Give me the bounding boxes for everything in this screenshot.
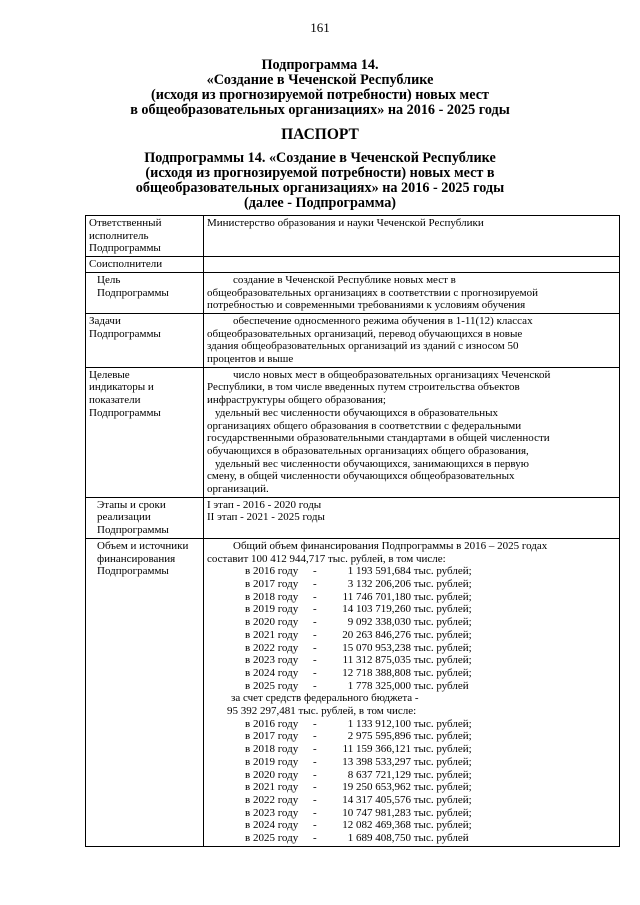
amount-value: 2 975 595,896: [347, 730, 411, 743]
passport-title-line: Подпрограммы 14. «Создание в Чеченской Республике: [144, 150, 496, 166]
currency-unit: тыс. рублей;: [413, 590, 472, 603]
year-label: в 2020 году: [245, 768, 299, 781]
text-line: потребностью и современными требованиями к условиям обучения: [207, 299, 526, 312]
row-goal: [86, 272, 620, 313]
year-label: в 2021 году: [245, 628, 299, 641]
label-line: Подпрограммы: [89, 406, 161, 419]
year-label: в 2018 году: [245, 590, 299, 603]
year-amount-row: [207, 794, 617, 807]
text-line: здания общеобразовательных организаций из зданий с износом 50: [207, 340, 519, 353]
year-label: в 2022 году: [245, 641, 299, 654]
subprogram-heading-line: (исходя из прогнозируемой потребности) новых мест: [151, 87, 489, 103]
text-line: государственными образовательными стандартами в общей численности: [207, 432, 550, 445]
text-line: II этап - 2021 - 2025 годы: [207, 511, 325, 524]
year-label: в 2023 году: [245, 654, 299, 667]
year-label: в 2016 году: [245, 565, 299, 578]
row-executor: [86, 216, 620, 257]
label-line: Подпрограммы: [97, 565, 169, 578]
amount-value: 19 250 653,962: [342, 781, 411, 794]
text-line: I этап - 2016 - 2020 годы: [207, 498, 322, 511]
label-line: Ответственный: [89, 217, 162, 229]
value-cell: [204, 313, 620, 367]
passport-title-line: (далее - Подпрограмма): [243, 195, 397, 211]
year-amount-row: [207, 769, 617, 782]
year-dash: -: [313, 781, 317, 794]
label-cell: [86, 216, 204, 257]
currency-unit: тыс. рублей;: [413, 565, 472, 578]
year-dash: -: [313, 730, 317, 743]
amount-value: 14 317 405,576: [342, 793, 411, 806]
currency-unit: тыс. рублей;: [413, 577, 472, 590]
year-label: в 2017 году: [245, 730, 299, 743]
row-financing: [86, 538, 620, 846]
year-dash: -: [313, 654, 317, 667]
text-line: обеспечение односменного режима обучения в 1-11(12) классах: [233, 314, 533, 327]
text-line: удельный вес численности обучающихся в образовательных: [215, 406, 499, 419]
amount-value: 11 159 366,121: [342, 743, 411, 756]
year-dash: -: [313, 666, 317, 679]
year-dash: -: [313, 717, 317, 730]
currency-unit: тыс. рублей;: [413, 616, 472, 629]
amount-value: 10 747 981,283: [342, 806, 411, 819]
passport-table: [85, 215, 620, 847]
year-amount-row: [207, 743, 617, 756]
currency-unit: тыс. рублей;: [413, 793, 472, 806]
text-line: процентов и выше: [207, 353, 294, 366]
year-label: в 2017 году: [245, 577, 299, 590]
label-line: Подпрограммы: [89, 327, 161, 340]
text-line: общеобразовательных организациях в соответствии с прогнозируемой: [207, 286, 538, 299]
year-amount-row: [207, 832, 617, 845]
row-coexecutors: [86, 257, 620, 273]
label-line: Подпрограммы: [97, 524, 169, 537]
row-indicators: [86, 367, 620, 497]
year-label: в 2021 году: [245, 781, 299, 794]
amount-value: 14 103 719,260: [342, 603, 411, 616]
subprogram-heading-line: Подпрограмма 14.: [261, 57, 379, 73]
text-line: смену, в общей численности обучающихся общеобразовательных: [207, 470, 515, 483]
year-dash: -: [313, 743, 317, 756]
year-amount-row: [207, 629, 617, 642]
currency-unit: тыс. рублей;: [413, 628, 472, 641]
currency-unit: тыс. рублей;: [413, 743, 472, 756]
year-label: в 2025 году: [245, 679, 299, 692]
year-dash: -: [313, 819, 317, 832]
year-label: в 2022 году: [245, 793, 299, 806]
currency-unit: тыс. рублей: [413, 832, 469, 845]
value-cell: [204, 538, 620, 846]
total-by-year-list: [207, 565, 617, 692]
passport-title-line: общеобразовательных организациях» на 2016 - 2025 годы: [135, 180, 505, 196]
label-line: реализации: [97, 511, 151, 524]
text-line: за счет средств федерального бюджета -: [231, 692, 419, 705]
executor-value: Министерство образования и науки Чеченской Республики: [207, 217, 484, 229]
year-amount-row: [207, 654, 617, 667]
text-line: инфраструктуры общего образования;: [207, 394, 386, 407]
text-line: составит 100 412 944,717 тыс. рублей, в том числе:: [207, 552, 446, 565]
row-tasks: [86, 313, 620, 367]
text-line: удельный вес численности обучающихся, занимающихся в первую: [215, 457, 529, 470]
amount-value: 20 263 846,276: [342, 628, 411, 641]
amount-value: 1 778 325,000: [347, 679, 411, 692]
year-amount-row: [207, 807, 617, 820]
currency-unit: тыс. рублей;: [413, 781, 472, 794]
value-cell: [204, 257, 620, 273]
passport-heading: [40, 127, 600, 142]
year-label: в 2019 году: [245, 755, 299, 768]
year-label: в 2016 году: [245, 717, 299, 730]
currency-unit: тыс. рублей;: [413, 806, 472, 819]
federal-by-year-list: [207, 718, 617, 845]
text-line: организациях общего образования в соответствии с федеральными: [207, 419, 522, 432]
label-line: исполнитель: [89, 229, 149, 242]
label-cell: [86, 538, 204, 846]
text-line: общеобразовательных организаций, перевод обучающихся в новые: [207, 327, 523, 340]
label-cell: [86, 272, 204, 313]
year-dash: -: [313, 641, 317, 654]
label-line: финансирования: [97, 552, 176, 565]
year-amount-row: [207, 591, 617, 604]
year-amount-row: [207, 603, 617, 616]
year-dash: -: [313, 806, 317, 819]
subprogram-heading: [40, 58, 600, 118]
label-line: Объем и источники: [97, 539, 189, 552]
text-line: обучающихся в образовательных организациях общего образования,: [207, 444, 529, 457]
passport-title: [40, 151, 600, 211]
year-dash: -: [313, 755, 317, 768]
label-line: Этапы и сроки: [97, 498, 166, 511]
amount-value: 1 133 912,100: [347, 717, 411, 730]
year-amount-row: [207, 616, 617, 629]
label-line: индикаторы и: [89, 381, 154, 394]
label-line: Цель: [97, 273, 121, 286]
year-label: в 2020 году: [245, 616, 299, 629]
value-cell: [204, 367, 620, 497]
currency-unit: тыс. рублей;: [413, 654, 472, 667]
label-line: Задачи: [89, 314, 121, 327]
amount-value: 9 092 338,030: [347, 616, 411, 629]
currency-unit: тыс. рублей;: [413, 768, 472, 781]
currency-unit: тыс. рублей;: [413, 641, 472, 654]
currency-unit: тыс. рублей;: [413, 819, 472, 832]
year-dash: -: [313, 768, 317, 781]
text-line: Общий объем финансирования Подпрограммы в 2016 – 2025 годах: [233, 539, 548, 552]
label-line: показатели: [89, 394, 141, 407]
amount-value: 11 746 701,180: [342, 590, 411, 603]
year-amount-row: [207, 680, 617, 693]
currency-unit: тыс. рублей;: [413, 730, 472, 743]
currency-unit: тыс. рублей;: [413, 755, 472, 768]
year-dash: -: [313, 565, 317, 578]
subprogram-heading-line: в общеобразовательных организациях» на 2016 - 2025 годы: [130, 102, 510, 118]
label-line: Подпрограммы: [97, 286, 169, 299]
year-dash: -: [313, 679, 317, 692]
year-label: в 2024 году: [245, 666, 299, 679]
amount-value: 11 312 875,035: [342, 654, 411, 667]
amount-value: 8 637 721,129: [347, 768, 411, 781]
year-amount-row: [207, 565, 617, 578]
amount-value: 1 193 591,684: [347, 565, 411, 578]
amount-value: 15 070 953,238: [342, 641, 411, 654]
year-amount-row: [207, 642, 617, 655]
currency-unit: тыс. рублей;: [413, 666, 472, 679]
currency-unit: тыс. рублей: [413, 679, 469, 692]
year-dash: -: [313, 577, 317, 590]
value-cell: [204, 497, 620, 538]
label-line: Целевые: [89, 368, 130, 381]
label-cell: [86, 313, 204, 367]
year-dash: -: [313, 628, 317, 641]
year-amount-row: [207, 819, 617, 832]
label-cell: [86, 257, 204, 273]
currency-unit: тыс. рублей;: [413, 603, 472, 616]
label-cell: [86, 497, 204, 538]
subprogram-heading-line: «Создание в Чеченской Республике: [206, 72, 434, 88]
amount-value: 12 718 388,808: [342, 666, 411, 679]
passport-title-line: (исходя из прогнозируемой потребности) новых мест в: [145, 165, 495, 181]
currency-unit: тыс. рублей;: [413, 717, 472, 730]
year-label: в 2025 году: [245, 832, 299, 845]
year-label: в 2024 году: [245, 819, 299, 832]
year-amount-row: [207, 730, 617, 743]
year-amount-row: [207, 718, 617, 731]
year-amount-row: [207, 667, 617, 680]
year-dash: -: [313, 590, 317, 603]
text-line: 95 392 297,481 тыс. рублей, в том числе:: [227, 705, 417, 718]
text-line: создание в Чеченской Республике новых мест в: [233, 273, 456, 286]
year-dash: -: [313, 832, 317, 845]
year-label: в 2018 году: [245, 743, 299, 756]
passport-heading-text: ПАСПОРТ: [281, 126, 359, 143]
year-label: в 2023 году: [245, 806, 299, 819]
year-amount-row: [207, 578, 617, 591]
label-cell: [86, 367, 204, 497]
year-dash: -: [313, 603, 317, 616]
year-dash: -: [313, 793, 317, 806]
label-line: Соисполнители: [89, 258, 163, 271]
amount-value: 3 132 206,206: [347, 577, 411, 590]
value-cell: [204, 216, 620, 257]
year-label: в 2019 году: [245, 603, 299, 616]
text-line: организаций.: [207, 483, 269, 496]
text-line: Республики, в том числе введенных путем строительства объектов: [207, 381, 520, 394]
text-line: число новых мест в общеобразовательных организациях Чеченской: [233, 368, 551, 381]
value-cell: [204, 272, 620, 313]
year-amount-row: [207, 781, 617, 794]
label-line: Подпрограммы: [89, 242, 161, 255]
row-stages: [86, 497, 620, 538]
amount-value: 13 398 533,297: [342, 755, 411, 768]
page-number: 161: [310, 20, 330, 35]
year-dash: -: [313, 616, 317, 629]
amount-value: 1 689 408,750: [347, 832, 411, 845]
year-amount-row: [207, 756, 617, 769]
amount-value: 12 082 469,368: [342, 819, 411, 832]
